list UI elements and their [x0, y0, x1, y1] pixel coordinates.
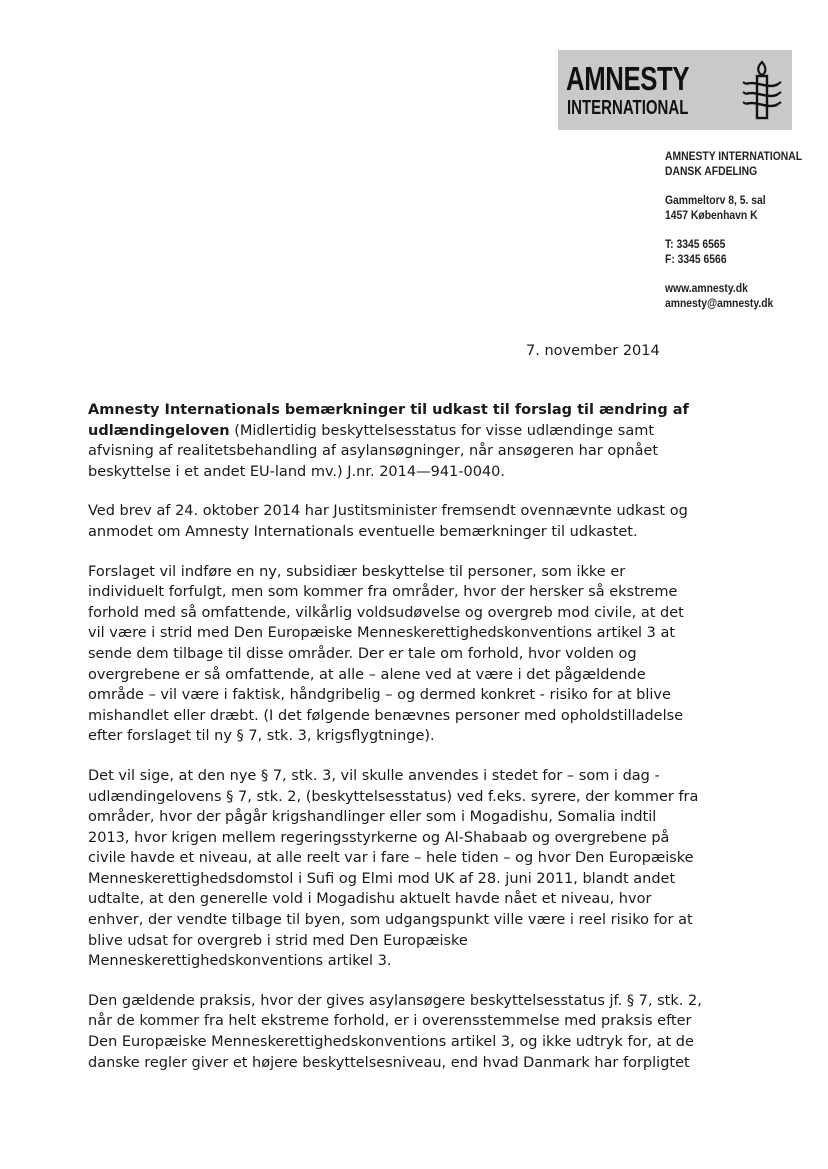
paragraph-line: Det vil sige, at den nye § 7, stk. 3, vil skulle anvendes i stedet for – som i dag -: [88, 767, 660, 784]
paragraph-line: når de kommer fra helt ekstreme forhold, er i overensstemmelse med praksis efter: [88, 1013, 692, 1030]
paragraph-line: efter forslaget til ny § 7, stk. 3, krigsflygtninge).: [88, 728, 435, 745]
paragraph-line: overgrebene er så omfattende, at alle – alene ved at være i det pågældende: [88, 666, 646, 683]
paragraph-line: Menneskerettighedsdomstol i Sufi og Elmi mod UK af 28. juni 2011, blandt andet: [88, 870, 676, 887]
letter-heading: [88, 400, 689, 482]
amnesty-logo: [558, 50, 792, 130]
paragraph-line: Den Europæiske Menneskerettighedskonventions artikel 3, og ikke udtryk for, at de: [88, 1034, 694, 1051]
paragraph-line: Forslaget vil indføre en ny, subsidiær beskyttelse til personer, som ikke er: [88, 563, 626, 580]
paragraph-line: mishandlet eller dræbt. (I det følgende benævnes personer med opholdstilladelse: [88, 707, 684, 724]
paragraph-line: område – vil være i faktisk, håndgribelig – og dermed konkret - risiko for at blive: [88, 687, 671, 704]
paragraph-line: sende dem tilbage til disse områder. Der er tale om forhold, hvor volden og: [88, 645, 637, 662]
phone-number: T: 3345 6565: [665, 239, 726, 251]
paragraph-line: danske regler giver et højere beskyttelsesniveau, end hvad Danmark har forpligtet: [88, 1054, 690, 1071]
letter-date: 7. november 2014: [526, 343, 660, 359]
heading-line: Amnesty Internationals bemærkninger til udkast til forslag til ændring af: [88, 402, 689, 418]
heading-text: (Midlertidig beskyttelsesstatus for visse udlændinge samt: [229, 422, 655, 439]
postal-city: 1457 København K: [665, 210, 758, 222]
paragraph-line: 2013, hvor krigen mellem regeringsstyrkerne og Al-Shabaab og overgrebene på: [88, 829, 670, 846]
paragraph-line: forhold med så omfattende, vilkårlig voldsudøvelse og overgreb mod civile, at det: [88, 604, 684, 621]
candle-barbed-wire-icon: [740, 60, 784, 124]
body-paragraph: [88, 501, 688, 542]
org-name: AMNESTY INTERNATIONAL: [665, 151, 803, 163]
website: www.amnesty.dk: [665, 283, 748, 295]
body-paragraph: [88, 766, 699, 972]
paragraph-line: udlændingelovens § 7, stk. 2, (beskyttelsesstatus) ved f.eks. syrere, der kommer fra: [88, 788, 699, 805]
logo-word-international: INTERNATIONAL: [567, 97, 689, 119]
sender-address-block: [665, 150, 809, 312]
paragraph-line: Menneskerettighedskonventions artikel 3.: [88, 953, 392, 970]
paragraph-line: enhver, der vendte tilbage til byen, som udgangspunkt ville være i reel risiko for at: [88, 912, 693, 929]
logo-word-amnesty: AMNESTY: [566, 60, 690, 97]
fax-number: F: 3345 6566: [665, 254, 727, 266]
body-paragraph: [88, 991, 702, 1073]
email-address: amnesty@amnesty.dk: [665, 298, 774, 310]
paragraph-line: individuelt forfulgt, men som kommer fra områder, hvor der hersker så ekstreme: [88, 584, 678, 601]
paragraph-line: Ved brev af 24. oktober 2014 har Justitsminister fremsendt ovennævnte udkast og: [88, 503, 688, 520]
body-paragraph: [88, 562, 684, 747]
paragraph-line: områder, hvor der pågår krigshandlinger eller som i Mogadishu, Somalia indtil: [88, 809, 657, 826]
letter-paragraphs: [88, 501, 702, 1073]
heading-line: afvisning af realitetsbehandling af asylansøgninger, når ansøgeren har opnået: [88, 443, 659, 460]
heading-line: [88, 421, 655, 442]
heading-bold-text: udlændingeloven: [88, 422, 230, 439]
paragraph-line: udtalte, at den generelle vold i Mogadishu aktuelt havde nået et niveau, hvor: [88, 891, 652, 908]
paragraph-line: Den gældende praksis, hvor der gives asylansøgere beskyttelsesstatus jf. § 7, stk. 2,: [88, 992, 702, 1009]
paragraph-line: vil være i strid med Den Europæiske Menneskerettighedskonventions artikel 3 at: [88, 625, 676, 642]
org-department: DANSK AFDELING: [665, 166, 758, 178]
heading-line: beskyttelse i et andet EU-land mv.) J.nr. 2014—941-0040.: [88, 463, 506, 480]
street-address: Gammeltorv 8, 5. sal: [665, 195, 766, 207]
letter-body: [88, 400, 702, 1092]
paragraph-line: blive udsat for overgreb i strid med Den Europæiske: [88, 932, 468, 949]
paragraph-line: anmodet om Amnesty Internationals eventuelle bemærkninger til udkastet.: [88, 523, 638, 540]
paragraph-line: civile havde et niveau, at alle reelt var i fare – hele tiden – og hvor Den Europæiske: [88, 850, 694, 867]
